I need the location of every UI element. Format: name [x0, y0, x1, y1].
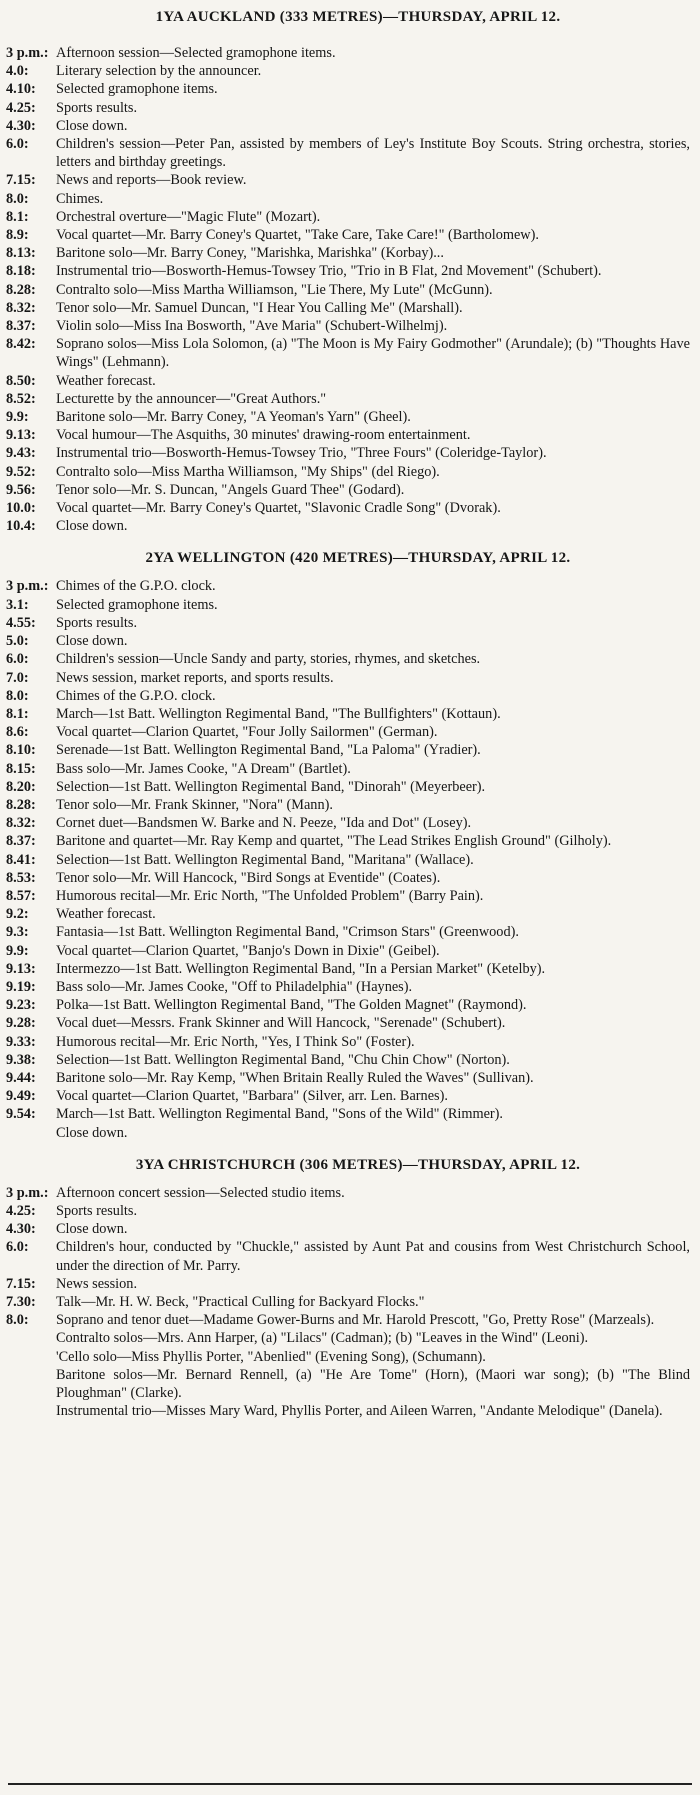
- entry-time: 3 p.m.:: [6, 578, 49, 595]
- programme-entry: [6, 1311, 690, 1329]
- programme-entry: [6, 960, 690, 978]
- entry-description: Selection—1st Batt. Wellington Regimental Band, "Dinorah" (Meyerbeer).: [56, 778, 486, 795]
- entry-time: 4.30:: [6, 1221, 36, 1238]
- entry-time: 8.50:: [6, 372, 36, 389]
- entry-description: Children's session—Uncle Sandy and party, stories, rhymes, and sketches.: [56, 651, 481, 668]
- programme-entry: [6, 481, 690, 499]
- entry-description: Humorous recital—Mr. Eric North, "The Unfolded Problem" (Barry Pain).: [56, 887, 484, 904]
- entry-description: Baritone and quartet—Mr. Ray Kemp and quartet, "The Lead Strikes English Ground" (Gilholy).: [56, 833, 612, 850]
- entry-description: Vocal quartet—Clarion Quartet, "Four Jolly Sailormen" (German).: [56, 724, 438, 741]
- entry-description: Weather forecast.: [56, 372, 156, 389]
- programme-entry: [6, 869, 690, 887]
- entry-description: Close down.: [56, 1221, 128, 1238]
- entry-description: Sports results.: [56, 99, 138, 116]
- entry-description: March—1st Batt. Wellington Regimental Band, "Sons of the Wild" (Rimmer).: [56, 1106, 504, 1123]
- entry-time: 8.18:: [6, 263, 36, 280]
- entry-description: Serenade—1st Batt. Wellington Regimental Band, "La Paloma" (Yradier).: [56, 742, 481, 759]
- entry-description: Tenor solo—Mr. Frank Skinner, "Nora" (Mann).: [56, 796, 333, 813]
- entry-description: Vocal duet—Messrs. Frank Skinner and Will Hancock, "Serenade" (Schubert).: [56, 1015, 506, 1032]
- entry-time: 8.15:: [6, 760, 36, 777]
- entry-description: Chimes of the G.P.O. clock.: [56, 578, 216, 595]
- entry-time: 8.28:: [6, 796, 36, 813]
- entry-description: Baritone solo—Mr. Barry Coney, "Marishka, Marishka" (Korbay)...: [56, 245, 444, 262]
- entry-description: Vocal quartet—Clarion Quartet, "Banjo's Down in Dixie" (Geibel).: [56, 942, 440, 959]
- programme-entry: [6, 335, 690, 371]
- entry-time: 4.25:: [6, 1202, 36, 1219]
- programme-entry: [6, 208, 690, 226]
- entry-time: 9.9:: [6, 409, 29, 426]
- entry-description: Close down.: [56, 117, 128, 134]
- entry-time: 8.13:: [6, 245, 36, 262]
- entry-time: 9.28:: [6, 1015, 36, 1032]
- entry-time: 7.30:: [6, 1294, 36, 1310]
- entry-description: Sports results.: [56, 1202, 138, 1219]
- entry-description: Tenor solo—Mr. S. Duncan, "Angels Guard Thee" (Godard).: [56, 481, 405, 498]
- entry-time: 8.10:: [6, 742, 36, 759]
- programme-entry: [6, 262, 690, 280]
- entry-description: Vocal quartet—Clarion Quartet, "Barbara" (Silver, arr. Len. Barnes).: [56, 1088, 448, 1105]
- entry-time: 8.0:: [6, 687, 29, 704]
- programme-entry: [6, 614, 690, 632]
- entry-time: 6.0:: [6, 1239, 29, 1256]
- entry-time: 8.42:: [6, 336, 36, 353]
- programme-entry: [6, 996, 690, 1014]
- programme-entry: [6, 978, 690, 996]
- entry-description: Children's hour, conducted by "Chuckle," assisted by Aunt Pat and cousins from West Christchurch School, under the direction of Mr. Parry.: [56, 1239, 690, 1274]
- entry-time: 8.28:: [6, 281, 36, 298]
- entry-time: 8.32:: [6, 815, 36, 832]
- section-heading: 3YA CHRISTCHURCH (306 METRES)—THURSDAY, APRIL 12.: [135, 1156, 581, 1173]
- entry-description: Bass solo—Mr. James Cooke, "A Dream" (Bartlet).: [56, 760, 351, 777]
- programme-entry: [6, 1184, 690, 1202]
- entry-description: Contralto solo—Miss Martha Williamson, "My Ships" (del Riego).: [56, 463, 440, 480]
- entry-description: Close down.: [56, 518, 128, 535]
- programme-entry: [6, 1014, 690, 1032]
- entry-description: Violin solo—Miss Ina Bosworth, "Ave Maria" (Schubert-Wilhelmj).: [56, 318, 448, 335]
- entry-time: 8.53:: [6, 869, 36, 886]
- entry-time: 3 p.m.:: [6, 1184, 49, 1201]
- section-3ya-christchurch: [6, 1154, 690, 1421]
- entry-description: News session.: [56, 1275, 138, 1292]
- entry-description: Close down.: [56, 1124, 128, 1141]
- programme-entry: [6, 905, 690, 923]
- entry-description: 'Cello solo—Miss Phyllis Porter, "Abenlied" (Evening Song), (Schumann).: [56, 1348, 486, 1365]
- entry-list: [6, 44, 690, 535]
- entry-description: Instrumental trio—Bosworth-Hemus-Towsey Trio, "Three Fours" (Coleridge-Taylor).: [56, 445, 547, 462]
- programme-entry: [6, 1087, 690, 1105]
- entry-list: [6, 577, 690, 1141]
- programme-entry: [6, 596, 690, 614]
- entry-description: Vocal humour—The Asquiths, 30 minutes' drawing-room entertainment.: [56, 427, 471, 444]
- entry-description: Sports results.: [56, 614, 138, 631]
- programme-entry: [6, 281, 690, 299]
- programme-entry: [6, 1275, 690, 1293]
- programme-entry: [6, 705, 690, 723]
- programme-entry: [6, 1348, 690, 1366]
- programme-entry: [6, 1033, 690, 1051]
- programme-entry: [6, 632, 690, 650]
- entry-description: Baritone solo—Mr. Barry Coney, "A Yeoman's Yarn" (Gheel).: [56, 409, 411, 426]
- entry-time: 9.44:: [6, 1069, 36, 1086]
- programme-entry: [6, 1105, 690, 1123]
- entry-time: 9.2:: [6, 906, 29, 923]
- entry-description: Chimes of the G.P.O. clock.: [56, 687, 216, 704]
- entry-time: 6.0:: [6, 136, 29, 153]
- programme-entry: [6, 741, 690, 759]
- entry-time: 10.0:: [6, 500, 36, 517]
- entry-description: Vocal quartet—Mr. Barry Coney's Quartet, "Slavonic Cradle Song" (Dvorak).: [56, 500, 501, 517]
- programme-entry: [6, 1220, 690, 1238]
- entry-time: 4.25:: [6, 99, 36, 116]
- entry-time: 9.49:: [6, 1088, 36, 1105]
- entry-time: 9.43:: [6, 445, 36, 462]
- bottom-rule: [8, 1783, 692, 1785]
- entry-time: 8.0:: [6, 190, 29, 207]
- entry-time: 3.1:: [6, 596, 29, 613]
- entry-time: 6.0:: [6, 651, 29, 668]
- entry-time: 7.15:: [6, 1275, 36, 1292]
- programme-entry: [6, 499, 690, 517]
- entry-time: 3 p.m.:: [6, 45, 49, 61]
- section-heading: 2YA WELLINGTON (420 METRES)—THURSDAY, APRIL 12.: [145, 550, 571, 567]
- programme-entry: [6, 426, 690, 444]
- programme-entry: [6, 1329, 690, 1347]
- entry-description: Children's session—Peter Pan, assisted by members of Ley's Institute Boy Scouts. String orchestra, stories, letters and birthday greetings.: [56, 136, 690, 171]
- entry-time: 9.33:: [6, 1033, 36, 1050]
- programme-entry: [6, 1293, 690, 1311]
- programme-entry: [6, 517, 690, 535]
- programme-entry: [6, 814, 690, 832]
- entry-time: 10.4:: [6, 518, 36, 535]
- entry-time: 8.1:: [6, 208, 29, 225]
- entry-time: 8.1:: [6, 705, 29, 722]
- programme-entry: [6, 1051, 690, 1069]
- entry-time: 9.54:: [6, 1106, 36, 1123]
- entry-description: Humorous recital—Mr. Eric North, "Yes, I Think So" (Foster).: [56, 1033, 415, 1050]
- entry-description: Weather forecast.: [56, 906, 156, 923]
- programme-entry: [6, 650, 690, 668]
- entry-description: Tenor solo—Mr. Samuel Duncan, "I Hear You Calling Me" (Marshall).: [56, 299, 463, 316]
- entry-description: Soprano solos—Miss Lola Solomon, (a) "The Moon is My Fairy Godmother" (Arundale); (b) "Thoughts Have Wings" (Lehmann).: [56, 336, 690, 371]
- entry-description: Baritone solo—Mr. Ray Kemp, "When Britain Really Ruled the Waves" (Sullivan).: [56, 1069, 534, 1086]
- entry-time: 7.0:: [6, 669, 29, 686]
- programme-entry: [6, 851, 690, 869]
- programme-entry: [6, 244, 690, 262]
- programme-entry: [6, 171, 690, 189]
- programme-entry: [6, 372, 690, 390]
- entry-time: 9.9:: [6, 942, 29, 959]
- entry-list: [6, 1184, 690, 1421]
- entry-description: Afternoon session—Selected gramophone items.: [56, 45, 336, 61]
- entry-time: 4.0:: [6, 63, 29, 80]
- section-2ya-wellington: [6, 547, 690, 1141]
- entry-time: 9.23:: [6, 997, 36, 1014]
- entry-time: 8.52:: [6, 390, 36, 407]
- entry-description: News session, market reports, and sports results.: [56, 669, 334, 686]
- entry-description: Orchestral overture—"Magic Flute" (Mozart).: [56, 208, 321, 225]
- programme-entry: [6, 444, 690, 462]
- programme-entry: [6, 1366, 690, 1402]
- programme-entry: [6, 760, 690, 778]
- entry-description: Close down.: [56, 633, 128, 650]
- entry-description: Cornet duet—Bandsmen W. Barke and N. Peeze, "Ida and Dot" (Losey).: [56, 815, 472, 832]
- entry-time: 4.55:: [6, 614, 36, 631]
- entry-time: 8.37:: [6, 318, 36, 335]
- entry-description: Afternoon concert session—Selected studio items.: [56, 1184, 345, 1201]
- entry-time: 9.56:: [6, 481, 36, 498]
- entry-description: Contralto solo—Miss Martha Williamson, "Lie There, My Lute" (McGunn).: [56, 281, 493, 298]
- programme-entry: [6, 923, 690, 941]
- entry-time: 5.0:: [6, 633, 29, 650]
- programme-entry: [6, 778, 690, 796]
- entry-time: 9.3:: [6, 924, 29, 941]
- entry-description: Tenor solo—Mr. Will Hancock, "Bird Songs at Eventide" (Coates).: [56, 869, 441, 886]
- entry-description: Fantasia—1st Batt. Wellington Regimental Band, "Crimson Stars" (Greenwood).: [56, 924, 519, 941]
- entry-description: Polka—1st Batt. Wellington Regimental Band, "The Golden Magnet" (Raymond).: [56, 997, 527, 1014]
- section-heading: 1YA AUCKLAND (333 METRES)—THURSDAY, APRIL 12.: [155, 9, 561, 25]
- entry-description: Intermezzo—1st Batt. Wellington Regimental Band, "In a Persian Market" (Ketelby).: [56, 960, 546, 977]
- entry-time: 8.32:: [6, 299, 36, 316]
- programme-entry: [6, 669, 690, 687]
- entry-time: 7.15:: [6, 172, 36, 189]
- programme-entry: [6, 226, 690, 244]
- entry-time: 8.20:: [6, 778, 36, 795]
- programme-entry: [6, 135, 690, 171]
- entry-description: Chimes.: [56, 190, 104, 207]
- programme-entry: [6, 1238, 690, 1274]
- entry-description: Selected gramophone items.: [56, 81, 218, 98]
- programme-entry: [6, 1124, 690, 1142]
- entry-description: Baritone solos—Mr. Bernard Rennell, (a) "He Are Tome" (Horn), (Maori war song); (b) "The Blind Ploughman" (Clarke).: [56, 1366, 690, 1402]
- entry-time: 4.30:: [6, 117, 36, 134]
- entry-description: Soprano and tenor duet—Madame Gower-Burns and Mr. Harold Prescott, "Go, Pretty Rose" (Marzeals).: [56, 1312, 655, 1329]
- programme-entry: [6, 887, 690, 905]
- entry-description: Instrumental trio—Bosworth-Hemus-Towsey Trio, "Trio in B Flat, 2nd Movement" (Schubert).: [56, 263, 602, 280]
- programme-entry: [6, 723, 690, 741]
- programme-entry: [6, 942, 690, 960]
- programme-entry: [6, 80, 690, 98]
- entry-description: Bass solo—Mr. James Cooke, "Off to Philadelphia" (Haynes).: [56, 978, 413, 995]
- entry-time: 8.6:: [6, 724, 29, 741]
- entry-description: Selection—1st Batt. Wellington Regimental Band, "Maritana" (Wallace).: [56, 851, 474, 868]
- entry-time: 9.13:: [6, 960, 36, 977]
- entry-description: Contralto solos—Mrs. Ann Harper, (a) "Lilacs" (Cadman); (b) "Leaves in the Wind" (Leoni).: [56, 1330, 589, 1347]
- programme-entry: [6, 463, 690, 481]
- programme-entry: [6, 299, 690, 317]
- entry-time: 8.41:: [6, 851, 36, 868]
- programme-entry: [6, 99, 690, 117]
- programme-entry: [6, 190, 690, 208]
- entry-time: 9.19:: [6, 978, 36, 995]
- programme-entry: [6, 687, 690, 705]
- entry-description: March—1st Batt. Wellington Regimental Band, "The Bullfighters" (Kottaun).: [56, 705, 501, 722]
- programme-entry: [6, 1069, 690, 1087]
- entry-time: 8.0:: [6, 1312, 29, 1329]
- programme-entry: [6, 832, 690, 850]
- programme-entry: [6, 62, 690, 80]
- entry-description: News and reports—Book review.: [56, 172, 247, 189]
- entry-time: 8.9:: [6, 227, 29, 244]
- entry-time: 4.10:: [6, 81, 36, 98]
- entry-time: 9.38:: [6, 1051, 36, 1068]
- entry-time: 8.37:: [6, 833, 36, 850]
- entry-description: Lecturette by the announcer—"Great Authors.": [56, 390, 327, 407]
- programme-entry: [6, 390, 690, 408]
- entry-description: Selection—1st Batt. Wellington Regimental Band, "Chu Chin Chow" (Norton).: [56, 1051, 510, 1068]
- entry-time: 9.52:: [6, 463, 36, 480]
- entry-description: Vocal quartet—Mr. Barry Coney's Quartet, "Take Care, Take Care!" (Bartholomew).: [56, 227, 539, 244]
- entry-time: 8.57:: [6, 887, 36, 904]
- programme-entry: [6, 577, 690, 595]
- programme-entry: [6, 1202, 690, 1220]
- programme-entry: [6, 408, 690, 426]
- entry-description: Literary selection by the announcer.: [56, 63, 262, 80]
- entry-description: Selected gramophone items.: [56, 596, 218, 613]
- section-1ya-auckland: [6, 6, 690, 535]
- programme-entry: [6, 796, 690, 814]
- entry-time: 9.13:: [6, 427, 36, 444]
- programme-entry: [6, 117, 690, 135]
- programme-entry: [6, 1402, 690, 1420]
- entry-description: Talk—Mr. H. W. Beck, "Practical Culling for Backyard Flocks.": [56, 1294, 425, 1310]
- programme-entry: [6, 44, 690, 62]
- programme-entry: [6, 317, 690, 335]
- entry-description: Instrumental trio—Misses Mary Ward, Phyllis Porter, and Aileen Warren, "Andante Melodique" (Danela).: [56, 1403, 663, 1420]
